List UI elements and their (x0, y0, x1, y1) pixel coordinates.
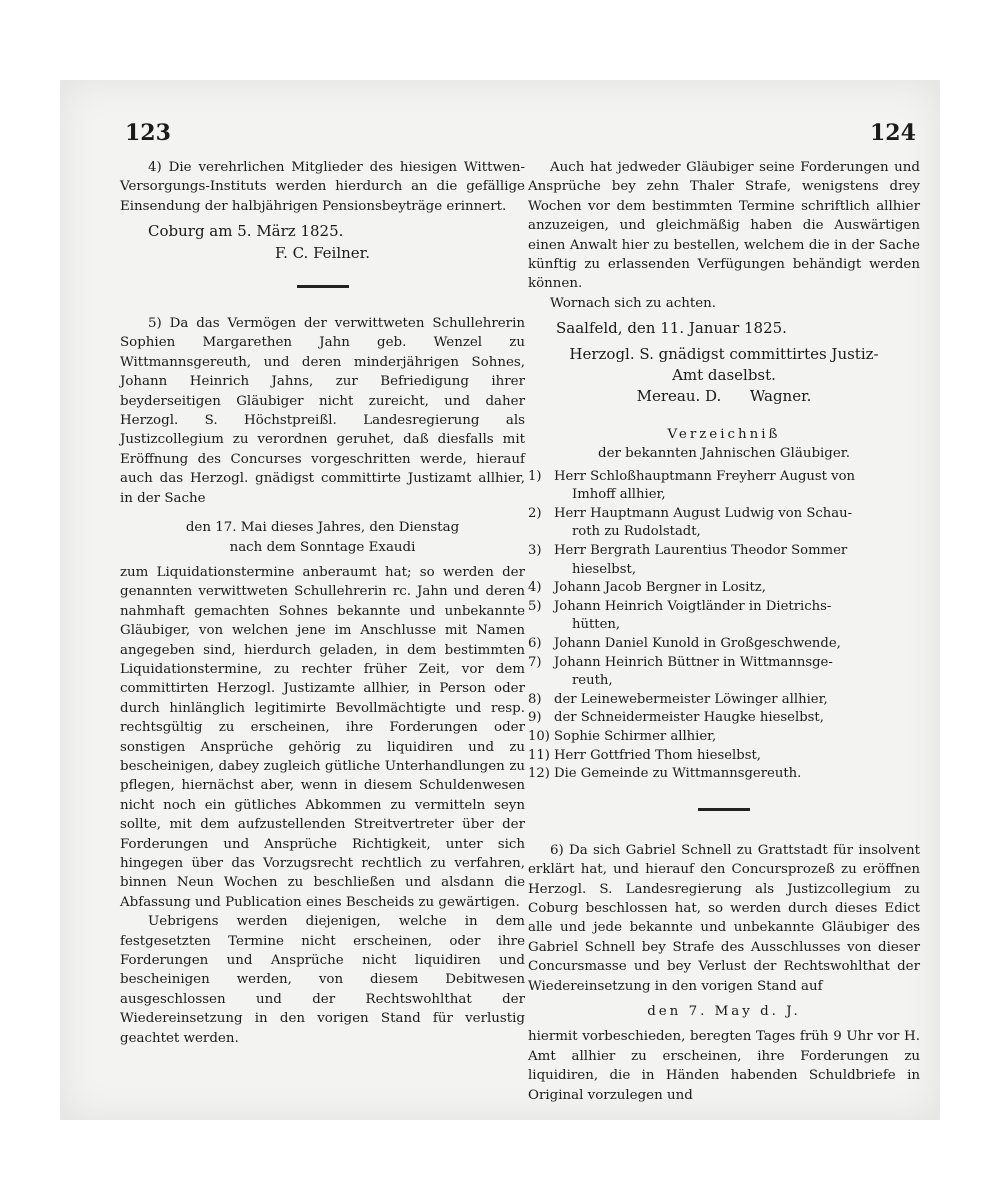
creditor-list (528, 468, 920, 784)
closing-phrase: Wornach sich zu achten. (550, 295, 717, 311)
creditor-item (528, 635, 920, 654)
creditor-name (554, 635, 920, 654)
creditor-number: 3) (528, 543, 542, 559)
creditor-list-subtitle: der bekannten Jahnischen Gläubiger. (598, 446, 850, 462)
creditor-number: 6) (528, 636, 542, 652)
creditor-line-1: Johann Heinrich Voigtländer in Dietrichs- (554, 598, 832, 614)
creditor-line-1: Sophie Schirmer allhier, (554, 729, 717, 744)
creditor-line-2: Imhoff allhier, (572, 487, 666, 503)
section-divider-2 (698, 808, 750, 811)
creditor-line-1: Johann Heinrich Büttner in Wittmannsge- (554, 654, 833, 670)
creditor-number: 10) (528, 729, 550, 744)
authority-line-2: Amt daselbst. (672, 366, 776, 385)
creditor-item (528, 505, 920, 542)
notice-4-date: Coburg am 5. März 1825. (148, 222, 344, 241)
notice-5-body: zum Liquidationstermine anberaumt hat; so werden der genannten verwittweten Schullehrerin rc. Jahn und deren nahmhaft gemachten Sohnes bekannte und unbekannte Gläubiger, von welchen jene im Anschlusse mit Namen angegeben sind, hierdurch geladen, in dem bestimmten Liquidationstermine, zu rechter früher Zeit, vor dem committirten Herzogl. Justizamte allhier, in Person oder durch hinlänglich legitimirte Bevollmächtigte und resp. rechtsgültig zu erscheinen, ihre Forderungen oder sonstigen Ansprüche gehörig zu liquidiren und zu bescheinigen, dabey zugleich gütliche Unterhandlungen zu pflegen, hiernächst aber, wenn in diesem Schuldenwesen nicht noch ein gütliches Abkommen zu vermitteln seyn sollte, mit dem aufzustellenden Streitvertreter über der Forderungen und Ansprüche Richtigkeit, unter sich hingegen über das Vorzugsrecht rechtlich zu verfahren, binnen Neun Wochen zu beschließen und alsdann die Abfassung und Publication eines Bescheids zu gewärtigen. (120, 564, 525, 910)
creditor-name (554, 765, 920, 784)
notice-5-date-line-1: den 17. Mai dieses Jahres, den Dienstag (185, 520, 460, 536)
creditor-line-1: der Schneidermeister Haugke hieselbst, (554, 710, 824, 726)
creditor-number: 5) (528, 598, 542, 614)
creditor-line-1: der Leinewebermeister Löwinger allhier, (554, 691, 828, 707)
authority-line-1: Herzogl. S. gnädigst committirtes Justiz- (569, 344, 879, 363)
creditor-line-1: Herr Bergrath Laurentius Theodor Sommer (554, 543, 848, 559)
scanned-page (60, 80, 940, 1120)
creditor-item (528, 654, 920, 691)
creditor-number: 4) (528, 580, 542, 596)
creditor-line-1: Herr Schloßhauptmann Freyherr August von (554, 468, 856, 484)
creditor-name (554, 542, 920, 579)
creditor-number: 9) (528, 710, 542, 726)
notice-6-date: den 7. May d. J. (647, 1004, 801, 1020)
creditor-item (528, 747, 920, 766)
creditor-line-1: Johann Daniel Kunold in Großgeschwende, (554, 636, 841, 652)
creditor-item (528, 765, 920, 784)
creditor-name (554, 747, 920, 766)
creditor-line-1: Johann Jacob Bergner in Lositz, (554, 580, 766, 596)
creditor-name (554, 654, 920, 691)
creditor-line-2: hütten, (572, 617, 621, 633)
creditor-number: 11) (528, 747, 550, 763)
creditor-number: 12) (528, 766, 550, 782)
notice-5-intro: 5) Da das Vermögen der verwittweten Schullehrerin Sophien Margarethen Jahn geb. Wenzel zu Wittmannsgereuth, und deren minderjährigen Sohnes, Johann Heinrich Jahns, zur Befriedigung ihrer beyderseitigen Gläubiger nicht zureicht, und daher Herzogl. S. Höchstpreißl. Landesregierung als Justizcollegium zu verordnen geruhet, daß diesfalls mit Eröffnung des Concurses vorgeschritten werde, hierauf auch das Herzogl. gnädigst committirte Justizamt allhier, in der Sache (120, 316, 525, 506)
creditor-number: 8) (528, 691, 542, 707)
creditor-line-1: Herr Hauptmann August Ludwig von Schau- (554, 505, 853, 521)
right-column (528, 158, 920, 1105)
creditor-number: 2) (528, 505, 542, 521)
notice-4-signature: F. C. Feilner. (275, 243, 370, 262)
creditor-line-2: hieselbst, (572, 561, 637, 577)
page-number-left: 123 (125, 120, 171, 146)
left-column (120, 158, 525, 1048)
page-number-right: 124 (870, 120, 916, 146)
creditor-item (528, 728, 920, 747)
creditor-line-1: Herr Gottfried Thom hieselbst, (554, 747, 761, 763)
creditor-item (528, 579, 920, 598)
notice-4-text: 4) Die verehrlichen Mitglieder des hiesigen Wittwen-Versorgungs-Instituts werden hierdurch an die gefällige Einsendung der halbjährigen Pensionsbeyträge erinnert. (120, 160, 525, 214)
creditor-item (528, 598, 920, 635)
right-date: Saalfeld, den 11. Januar 1825. (556, 319, 787, 338)
creditor-line-2: roth zu Rudolstadt, (572, 524, 701, 540)
creditor-name (554, 728, 920, 747)
creditor-line-1: Die Gemeinde zu Wittmannsgereuth. (554, 766, 802, 782)
creditor-number: 7) (528, 654, 542, 670)
notice-6-body: hiermit vorbeschieden, beregten Tages früh 9 Uhr vor H. Amt allhier zu erscheinen, ihre Forderungen zu liquidiren, die in Händen habenden Schuldbriefe in Original vorzulegen und (528, 1029, 920, 1103)
creditor-name (554, 691, 920, 710)
creditor-item (528, 468, 920, 505)
notice-5-warning: Uebrigens werden diejenigen, welche in dem festgesetzten Termine nicht erscheinen, oder ihre Forderungen und Ansprüche nicht liquidiren und bescheinigen werden, von diesem Debitwesen ausgeschlossen und der Rechtswohlthat der Wiedereinsetzung in den vorigen Stand für verlustig geachtet werden. (120, 914, 525, 1046)
creditor-name (554, 505, 920, 542)
creditor-name (554, 468, 920, 505)
notice-5-date-line-2: nach dem Sonntage Exaudi (229, 539, 416, 555)
creditor-name (554, 598, 920, 635)
notice-6-text: 6) Da sich Gabriel Schnell zu Grattstadt für insolvent erklärt hat, und hierauf den Concursprozeß zu eröffnen Herzogl. S. Landesregierung als Justizcollegium zu Coburg beschlossen hat, so werden durch dieses Edict alle und jede bekannte und unbekannte Gläubiger des Gabriel Schnell bey Strafe des Ausschlusses von dieser Concursmasse und bey Verlust der Rechtswohlthat der Wiedereinsetzung in den vorigen Stand auf (528, 842, 920, 994)
notice-5-continuation: Auch hat jedweder Gläubiger seine Forderungen und Ansprüche bey zehn Thaler Strafe, wenigstens drey Wochen vor dem bestimmten Termine schriftlich allhier anzuzeigen, und gleichmäßig haben die Auswärtigen einen Anwalt hier zu bestellen, welchem die in der Sache künftig zu erlassenden Verfügungen behändigt werden können. (528, 160, 920, 292)
creditor-name (554, 579, 920, 598)
signatories: Mereau. D. Wagner. (636, 387, 812, 406)
creditor-number: 1) (528, 468, 542, 484)
creditor-line-2: reuth, (572, 673, 613, 689)
creditor-name (554, 709, 920, 728)
section-divider (297, 285, 349, 288)
creditor-item (528, 709, 920, 728)
creditor-list-title: Verzeichniß (667, 426, 781, 442)
creditor-item (528, 542, 920, 579)
creditor-item (528, 691, 920, 710)
